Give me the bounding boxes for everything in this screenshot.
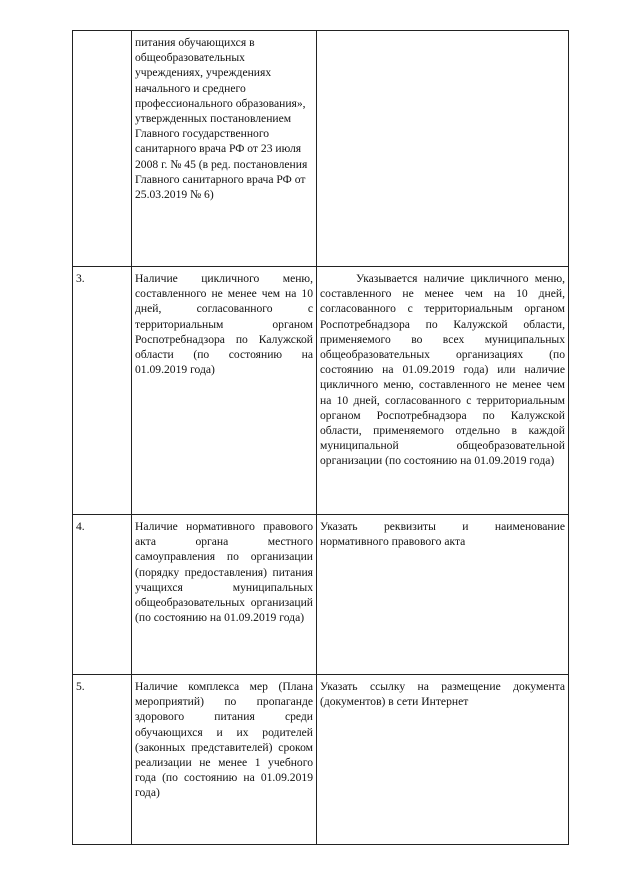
row-number: 5. <box>73 675 132 845</box>
requirements-table <box>72 30 569 845</box>
instruction-cell: Указать ссылку на размещение документа (документов) в сети Интернет <box>317 675 569 845</box>
requirement-cell: Наличие цикличного меню, составленного не менее чем на 10 дней, согласованного с территориальным органом Роспотребнадзора по Калужской области (по состоянию на 01.09.2019 года) <box>132 267 317 515</box>
table-row <box>73 267 569 515</box>
row-number: 4. <box>73 515 132 675</box>
requirement-cell: питания обучающихся в общеобразовательных учреждениях, учреждениях начального и среднего профессионального образования», утвержденных постановлением Главного государственного санитарного врача РФ от 23 июля 2008 г. № 45 (в ред. постановления Главного санитарного врача РФ от 25.03.2019 № 6) <box>132 31 317 267</box>
table-row <box>73 31 569 267</box>
instruction-cell <box>317 267 569 515</box>
instruction-cell: Указать реквизиты и наименование нормативного правового акта <box>317 515 569 675</box>
table-row <box>73 515 569 675</box>
row-number: 3. <box>73 267 132 515</box>
requirement-cell: Наличие нормативного правового акта органа местного самоуправления по организации (порядку предоставления) питания учащихся муниципальных общеобразовательных организаций (по состоянию на 01.09.2019 года) <box>132 515 317 675</box>
row-number <box>73 31 132 267</box>
table-row <box>73 675 569 845</box>
instruction-text: Указывается наличие цикличного меню, составленного не менее чем на 10 дней, согласованного с территориальным органом Роспотребнадзора по Калужской области, применяемого во всех муниципальных общеобразовательных организациях (по состоянию на 01.09.2019 года) или наличие цикличного меню, составленного не менее чем на 10 дней, согласованного с территориальным органом Роспотребнадзора по Калужской области, применяемого отдельно в каждой муниципальной общеобразовательной организации (по состоянию на 01.09.2019 года) <box>320 272 565 468</box>
requirement-cell: Наличие комплекса мер (Плана мероприятий) по пропаганде здорового питания среди обучающихся и их родителей (законных представителей) сроком реализации не менее 1 учебного года (по состоянию на 01.09.2019 года) <box>132 675 317 845</box>
instruction-cell <box>317 31 569 267</box>
